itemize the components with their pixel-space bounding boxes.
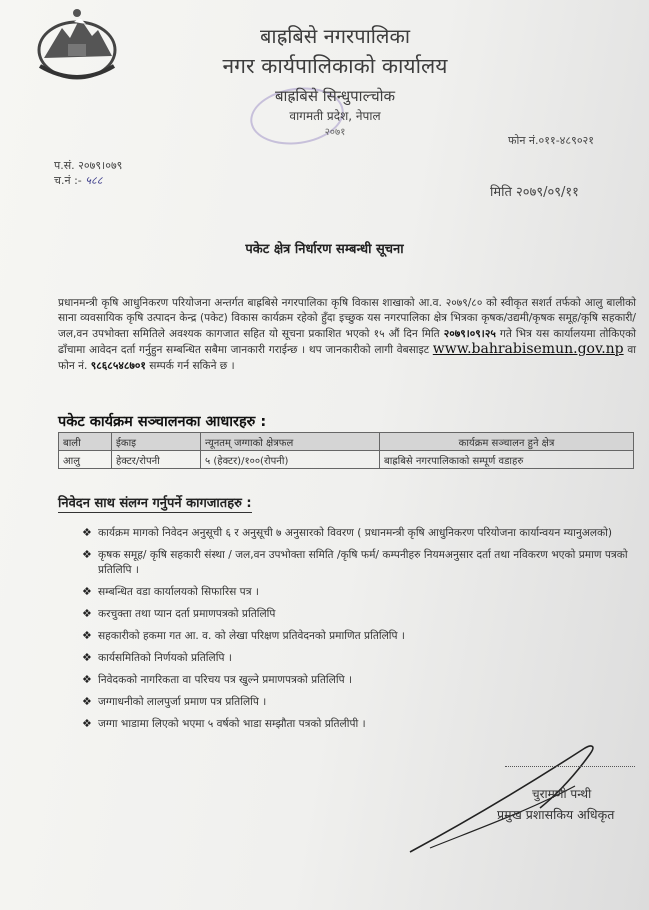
list-item: ❖ कार्यक्रम मागको निवेदन अनुसूची ६ र अनुसूची ७ अनुसारको विवरण ( प्रधानमन्त्री कृषि आधुनिकरण परियोजना कार्यान्वयन म्यानुअलको) xyxy=(82,526,613,539)
list-item: ❖ सम्बन्धित वडा कार्यालयको सिफारिस पत्र । xyxy=(82,585,259,598)
table-cell: ५ (हेक्टर)/१००(रोपनी) xyxy=(201,451,380,469)
list-item: ❖ जग्गाधनीको लालपुर्जा प्रमाण पत्र प्रतिलिपि । xyxy=(82,695,267,708)
signature-scribble xyxy=(400,730,640,860)
letter-date: मिति २०७९/०९/११ xyxy=(490,185,579,200)
bullet-diamond-icon: ❖ xyxy=(82,607,92,620)
requirements-list xyxy=(82,526,644,739)
list-item: ❖ निवेदकको नागरिकता वा परिचय पत्र खुल्ने प्रमाणपत्रको प्रतिलिपि । xyxy=(82,673,353,686)
office-name: नगर कार्यपालिकाको कार्यालय xyxy=(222,54,448,78)
section-required-documents: निवेदन साथ संलग्न गर्नुपर्ने कागजातहरु : xyxy=(58,493,252,513)
bullet-diamond-icon: ❖ xyxy=(82,629,92,642)
contact-number: ९८६८५४८७०१ xyxy=(90,359,146,372)
office-location: बाह्रबिसे सिन्धुपाल्चोक xyxy=(274,87,395,105)
website-link[interactable]: www.bahrabisemun.gov.np xyxy=(432,341,624,358)
bullet-diamond-icon: ❖ xyxy=(82,695,92,708)
municipality-name: बाह्रबिसे नगरपालिका xyxy=(259,24,411,48)
office-province: वागमती प्रदेश, नेपाल xyxy=(289,109,381,123)
bullet-diamond-icon: ❖ xyxy=(82,526,92,539)
table-header-cell: कार्यक्रम सञ्चालन हुने क्षेत्र xyxy=(380,433,634,451)
bullet-diamond-icon: ❖ xyxy=(82,548,92,561)
body-part-3: वा फोन नं. xyxy=(58,344,636,372)
list-item: ❖ जग्गा भाडामा लिएको भएमा ५ वर्षको भाडा सम्झौता पत्रको प्रतिलीपी । xyxy=(82,717,366,730)
bullet-diamond-icon: ❖ xyxy=(82,585,92,598)
table-cell: आलु xyxy=(59,451,112,469)
signature-line xyxy=(505,766,635,767)
notice-body xyxy=(58,296,636,374)
table-header-cell: ईकाइ xyxy=(112,433,201,451)
letter-number: प.सं. २०७९।०७९ xyxy=(54,159,123,172)
table-cell: हेक्टर/रोपनी xyxy=(112,451,201,469)
table-header-cell: न्यूनतम् जग्गाको क्षेत्रफल xyxy=(201,433,380,451)
bullet-diamond-icon: ❖ xyxy=(82,673,92,686)
body-part-2: गते भित्र यस कार्यालयमा तोकिएको ढाँचामा आवेदन दर्ता गर्नुहुन सम्बन्धित सबैमा जानकारी गराईन्छ । थप जानकारीको लागी वेबसाइट xyxy=(58,327,636,357)
list-item: ❖ कृषक समूह/ कृषि सहकारी संस्था / जल,वन उपभोक्ता समिति /कृषि फर्म/ कम्पनीहरु नियमअनुसार दर्ता तथा नविकरण भएको प्रमाण पत्रको प्रतिलिपि । xyxy=(82,548,628,576)
table-row xyxy=(59,451,634,469)
list-item: ❖ सहकारीको हकमा गत आ. व. को लेखा परिक्षण प्रतिवेदनको प्रमाणित प्रतिलिपि । xyxy=(82,629,405,642)
table-cell: बाह्रबिसे नगरपालिकाको सम्पूर्ण वडाहरु xyxy=(380,451,634,469)
dispatch-value: ५८८ xyxy=(85,174,103,187)
table-header-row xyxy=(59,433,634,451)
program-table xyxy=(58,432,634,469)
bullet-diamond-icon: ❖ xyxy=(82,651,92,664)
office-phone: फोन नं.०११-४८९०२१ xyxy=(508,134,594,147)
deadline-date: २०७९।०९।२५ xyxy=(443,327,496,340)
notice-title: पकेट क्षेत्र निर्धारण सम्बन्धी सूचना xyxy=(245,242,404,257)
signatory-name: चुरामणी पन्थी xyxy=(532,787,592,801)
dispatch-number xyxy=(54,173,102,188)
office-established: २०७१ xyxy=(324,127,346,138)
nepal-emblem-icon xyxy=(34,6,120,82)
dispatch-label: च.नं :- xyxy=(54,174,82,187)
table-header-cell: बाली xyxy=(59,433,112,451)
list-item: ❖ करचुक्ता तथा प्यान दर्ता प्रमाणपत्रको प्रतिलिपि xyxy=(82,607,276,620)
body-part-4: सम्पर्क गर्न सकिने छ । xyxy=(149,359,235,372)
bullet-diamond-icon: ❖ xyxy=(82,717,92,730)
section-program-basis: पकेट कार्यक्रम सञ्चालनका आधारहरु : xyxy=(58,414,267,430)
body-part-1: प्रधानमन्त्री कृषि आधुनिकरण परियोजना अन्तर्गत बाह्रबिसे नगरपालिका कृषि विकास शाखाको आ.व. २०७९/८० को स्वीकृत सशर्त तर्फको आलु बालीको साना व्यवसायिक कृषि उत्पादन केन्द्र (पकेट) विकास कार्यक्रम रहेको हुँदा इच्छुक यस नगरपालिका क्षेत्र भित्रका कृषक/उद्यमी/कृषक समूह/कृषि सहकारी/जल,वन उपभोक्ता समितिले अवश्यक कागजात सहित यो सूचना प्रकाशित भएको १५ औं दिन मिति xyxy=(58,297,636,340)
list-item: ❖ कार्यसमितिको निर्णयको प्रतिलिपि । xyxy=(82,651,232,664)
signatory-title: प्रमुख प्रशासकिय अधिकृत xyxy=(497,807,615,822)
